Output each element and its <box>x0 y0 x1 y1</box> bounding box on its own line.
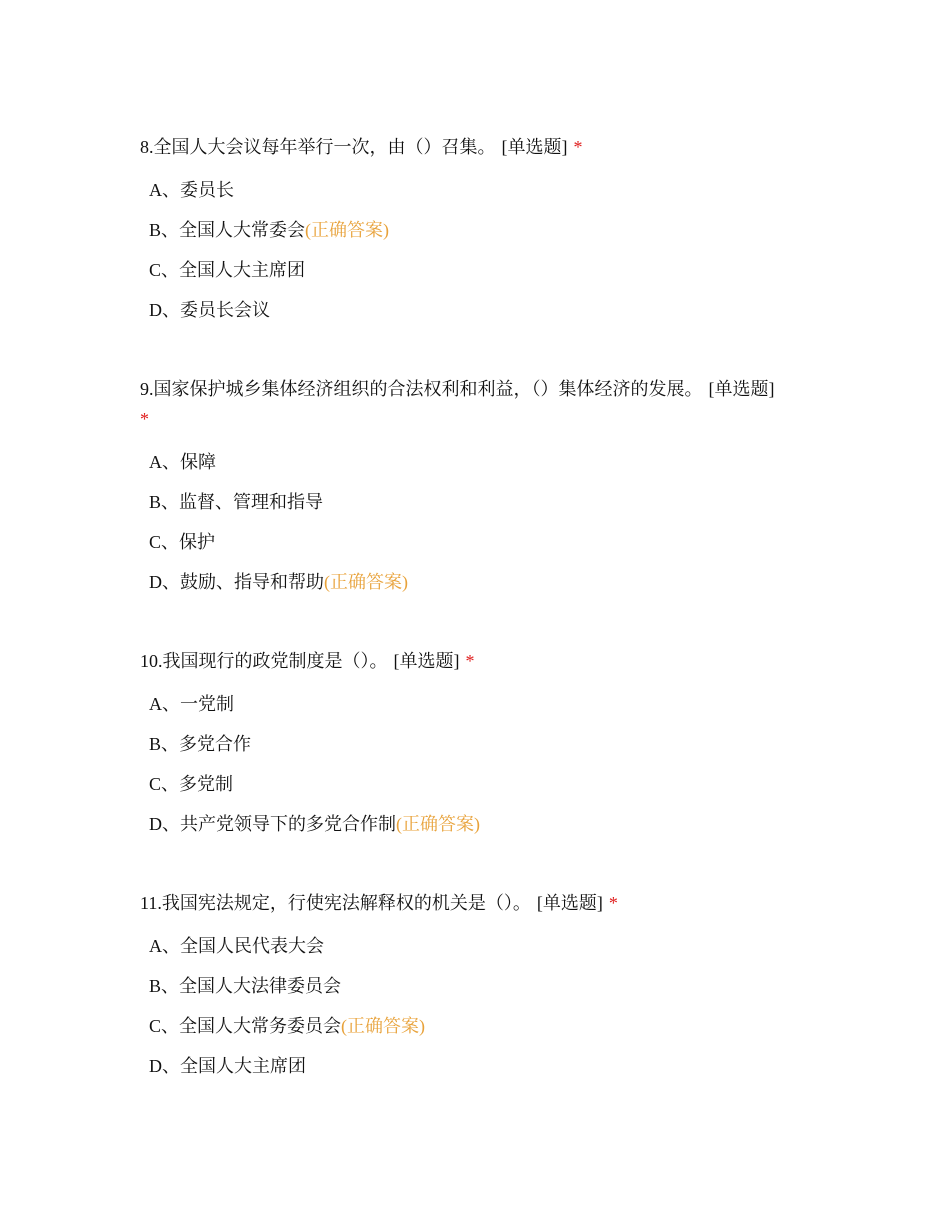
question-title <box>140 132 810 162</box>
required-mark: * <box>140 409 149 429</box>
question-8 <box>140 132 810 338</box>
option-text: 全国人大法律委员会 <box>179 976 342 996</box>
question-number: 9. <box>140 379 154 399</box>
option-c[interactable] <box>140 1014 810 1038</box>
option-c[interactable] <box>140 530 810 554</box>
option-letter: D、 <box>149 300 180 320</box>
option-text: 保障 <box>180 452 216 472</box>
option-b[interactable] <box>140 490 810 514</box>
option-d[interactable] <box>140 1054 810 1078</box>
correct-answer-mark: (正确答案) <box>305 220 390 240</box>
question-text: 全国人大会议每年举行一次，由（）召集。 <box>153 137 496 157</box>
question-11 <box>140 888 810 1094</box>
option-text: 监督、管理和指导 <box>179 492 324 512</box>
option-text: 多党合作 <box>179 734 252 754</box>
option-list <box>140 692 810 836</box>
option-text: 全国人民代表大会 <box>180 936 324 956</box>
option-letter: A、 <box>149 694 180 714</box>
option-letter: D、 <box>149 572 180 592</box>
question-type-tag: [单选题] <box>536 893 603 913</box>
option-letter: B、 <box>149 220 180 240</box>
option-list <box>140 450 810 594</box>
option-d[interactable] <box>140 298 810 322</box>
option-b[interactable] <box>140 218 810 242</box>
question-type-tag: [单选题] <box>501 137 568 157</box>
option-text: 委员长 <box>180 180 234 200</box>
question-10 <box>140 646 810 852</box>
required-mark: * <box>608 893 618 913</box>
question-title <box>140 374 810 434</box>
option-a[interactable] <box>140 450 810 474</box>
question-number: 10. <box>140 651 163 671</box>
correct-answer-mark: (正确答案) <box>341 1016 426 1036</box>
option-letter: C、 <box>149 260 180 280</box>
option-letter: B、 <box>149 734 180 754</box>
option-letter: B、 <box>149 492 180 512</box>
option-list <box>140 934 810 1078</box>
question-type-tag: [单选题] <box>393 651 460 671</box>
option-letter: C、 <box>149 1016 180 1036</box>
option-text: 鼓励、指导和帮助 <box>180 572 324 592</box>
question-9 <box>140 374 810 610</box>
question-type-tag: [单选题] <box>708 379 775 399</box>
option-text: 一党制 <box>180 694 234 714</box>
question-number: 8. <box>140 137 154 157</box>
option-letter: A、 <box>149 936 180 956</box>
correct-answer-mark: (正确答案) <box>396 814 480 834</box>
option-c[interactable] <box>140 258 810 282</box>
option-text: 全国人大主席团 <box>179 260 306 280</box>
option-letter: D、 <box>149 814 180 834</box>
option-text: 全国人大常委会 <box>179 220 306 240</box>
option-text: 多党制 <box>179 774 234 794</box>
option-c[interactable] <box>140 772 810 796</box>
correct-answer-mark: (正确答案) <box>324 572 408 592</box>
option-letter: C、 <box>149 774 180 794</box>
option-list <box>140 178 810 322</box>
required-mark: * <box>573 137 583 157</box>
option-a[interactable] <box>140 692 810 716</box>
option-letter: C、 <box>149 532 180 552</box>
question-text: 我国现行的政党制度是（）。 <box>162 651 388 671</box>
option-letter: B、 <box>149 976 180 996</box>
option-d[interactable] <box>140 570 810 594</box>
option-a[interactable] <box>140 178 810 202</box>
option-text: 全国人大主席团 <box>180 1056 306 1076</box>
option-text: 保护 <box>179 532 216 552</box>
option-d[interactable] <box>140 812 810 836</box>
option-b[interactable] <box>140 974 810 998</box>
question-number: 11. <box>140 893 162 913</box>
option-a[interactable] <box>140 934 810 958</box>
question-text: 国家保护城乡集体经济组织的合法权利和利益，（）集体经济的发展。 <box>153 379 703 399</box>
question-text: 我国宪法规定，行使宪法解释权的机关是（）。 <box>161 893 531 913</box>
option-b[interactable] <box>140 732 810 756</box>
option-letter: A、 <box>149 452 180 472</box>
required-mark: * <box>465 651 475 671</box>
option-text: 全国人大常务委员会 <box>179 1016 342 1036</box>
question-title <box>140 646 810 676</box>
option-text: 委员长会议 <box>180 300 270 320</box>
option-text: 共产党领导下的多党合作制 <box>180 814 396 834</box>
option-letter: A、 <box>149 180 180 200</box>
question-title <box>140 888 810 918</box>
option-letter: D、 <box>149 1056 180 1076</box>
